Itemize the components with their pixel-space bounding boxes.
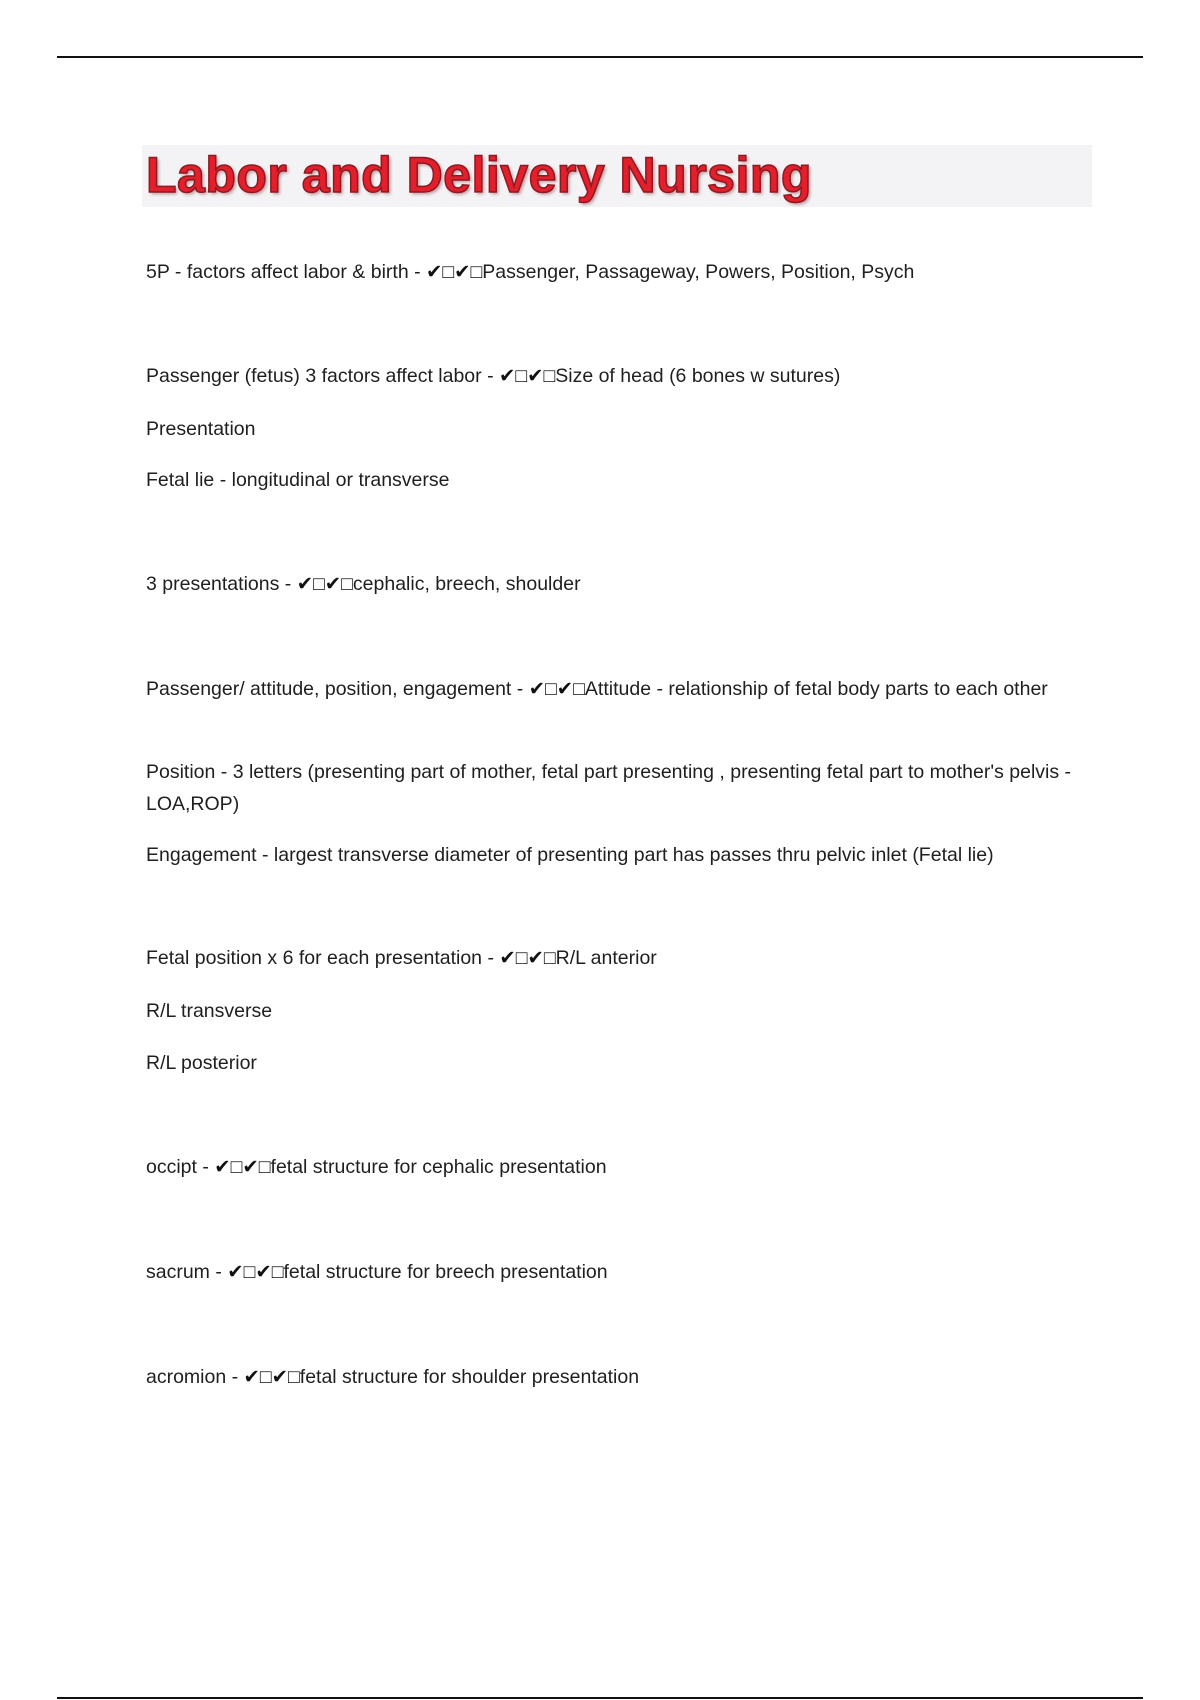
card-acromion <box>146 1361 639 1393</box>
check-mark-icon: ✔□✔□ <box>243 1366 300 1388</box>
card-answer-line: R/L posterior <box>146 1052 257 1074</box>
separator: - <box>511 678 529 700</box>
check-mark-icon: ✔□✔□ <box>296 573 353 595</box>
card-term: Passenger/ attitude, position, engagement <box>146 678 512 700</box>
separator: - <box>279 573 297 595</box>
card-answer: Attitude - relationship of fetal body parts to each other <box>584 678 1048 700</box>
card-answer: fetal structure for cephalic presentation <box>270 1156 607 1178</box>
card-passenger-factors <box>146 360 840 392</box>
separator: - <box>196 1156 215 1178</box>
card-term: occipt <box>146 1156 197 1178</box>
card-answer-line: R/L transverse <box>146 1000 273 1022</box>
card-answer-line: Position - 3 letters (presenting part of mother, fetal part presenting , presenting fetal part to mother's pelvis - LOA,ROP) <box>146 761 1072 815</box>
card-answer-line: Engagement - largest transverse diameter of presenting part has passes thru pelvic inlet (Fetal lie) <box>146 844 994 866</box>
separator: - <box>408 261 427 283</box>
page-title: Labor and Delivery Nursing <box>146 147 812 203</box>
check-mark-icon: ✔□✔□ <box>528 678 585 700</box>
card-answer: fetal structure for shoulder presentation <box>299 1366 640 1388</box>
separator: - <box>209 1261 228 1283</box>
card-occipt <box>146 1151 607 1183</box>
card-3-presentations <box>146 568 581 600</box>
card-term: acromion <box>146 1366 227 1388</box>
check-mark-icon: ✔□✔□ <box>227 1261 284 1283</box>
card-answer-line: Presentation <box>146 418 256 440</box>
check-mark-icon: ✔□✔□ <box>499 365 556 387</box>
card-term: sacrum <box>146 1261 210 1283</box>
separator: - <box>226 1366 244 1388</box>
card-term: 3 presentations <box>146 573 280 595</box>
card-answer: Size of head (6 bones w sutures) <box>555 365 841 387</box>
check-mark-icon: ✔□✔□ <box>214 1156 271 1178</box>
card-answer: R/L anterior <box>555 947 657 969</box>
card-term: 5P - factors affect labor & birth <box>146 261 409 283</box>
card-fetal-position <box>146 942 657 974</box>
card-answer: cephalic, breech, shoulder <box>352 573 581 595</box>
bottom-rule <box>57 1697 1143 1699</box>
check-mark-icon: ✔□✔□ <box>499 947 556 969</box>
card-5p-factors <box>146 256 914 288</box>
card-sacrum <box>146 1256 608 1288</box>
separator: - <box>482 947 500 969</box>
card-answer: Passenger, Passageway, Powers, Position, Psych <box>482 261 915 283</box>
card-answer-line: Fetal lie - longitudinal or transverse <box>146 469 450 491</box>
top-rule <box>57 56 1143 58</box>
card-answer: fetal structure for breech presentation <box>283 1261 608 1283</box>
card-term: Passenger (fetus) 3 factors affect labor <box>146 365 482 387</box>
separator: - <box>481 365 499 387</box>
check-mark-icon: ✔□✔□ <box>426 261 483 283</box>
card-passenger-attitude <box>146 673 1076 705</box>
card-term: Fetal position x 6 for each presentation <box>146 947 483 969</box>
